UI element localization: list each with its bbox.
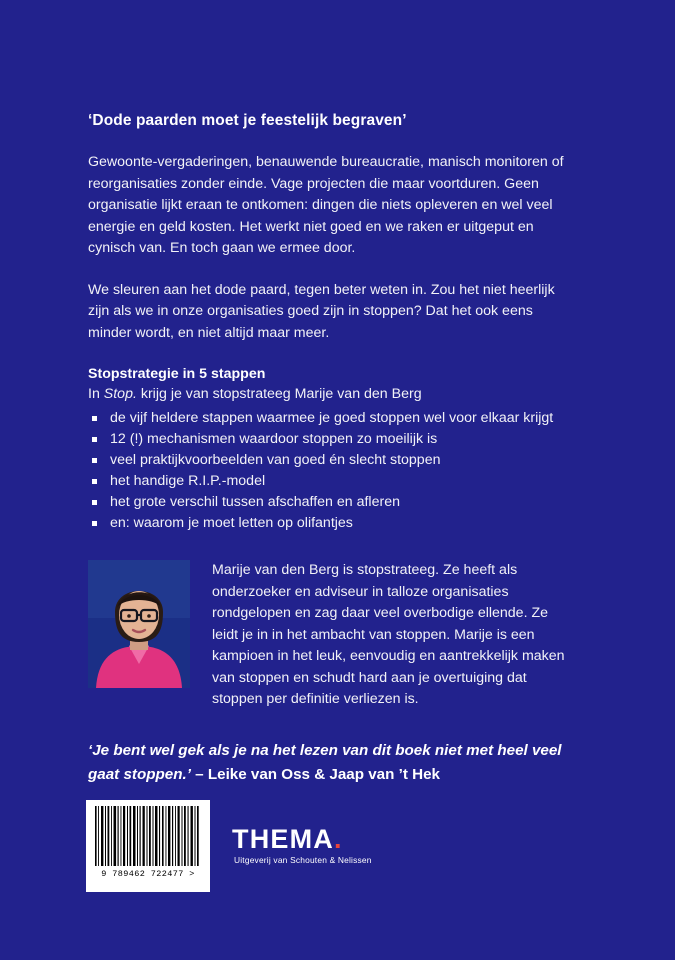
barcode xyxy=(86,800,210,892)
endorsement-text: ‘Je bent wel gek als je na het lezen van dit boek niet met heel veel gaat stoppen.’ xyxy=(88,741,562,783)
list-item: het handige R.I.P.-model xyxy=(88,471,568,492)
author-bio: Marije van den Berg is stopstrateeg. Ze heeft als onderzoeker en adviseur in talloze organisaties rondgelopen en zag daar veel overbodige ellende. Ze leidt je in in het ambacht van stoppen. Marije is een kampioen in het leuk, eenvoudig en aantrekkelijk maken van stoppen en schudt hard aan je overtuiging dat stoppen per definitie verliezen is. xyxy=(212,562,565,707)
section-heading: Stopstrategie in 5 stappen xyxy=(88,366,266,382)
list-item: veel praktijkvoorbeelden van goed én slecht stoppen xyxy=(88,450,568,471)
isbn-number: 9 789462 722477 > xyxy=(101,869,195,879)
list-item: de vijf heldere stappen waarmee je goed stoppen wel voor elkaar krijgt xyxy=(88,408,568,429)
intro-suffix: krijg je van stopstrateeg Marije van den Berg xyxy=(136,386,422,402)
endorsement-attribution: – Leike van Oss & Jaap van ’t Hek xyxy=(190,765,440,783)
publisher-logo xyxy=(232,824,432,865)
feature-list xyxy=(88,408,568,534)
body-paragraph-1: Gewoonte-vergaderingen, benauwende bureaucratie, manisch monitoren of reorganisaties zonder einde. Vage projecten die maar voortduren. Geen organisatie lijkt eraan te ontkomen: dingen die niets opleveren en wel veel energie en geld kosten. Het werkt niet goed en we raken er uitgeput en cynisch van. En toch gaan we ermee door. xyxy=(88,154,564,256)
list-item: en: waarom je moet letten op olifantjes xyxy=(88,513,568,534)
page-title: ‘Dode paarden moet je feestelijk begraven’ xyxy=(88,112,407,129)
publisher-wordmark: THEMA xyxy=(232,824,334,854)
book-title-italic: Stop. xyxy=(103,386,137,402)
endorsement-quote xyxy=(88,739,568,787)
intro-prefix: In xyxy=(88,386,104,402)
author-block xyxy=(88,560,568,711)
intro-line xyxy=(88,384,568,404)
list-item: het grote verschil tussen afschaffen en afleren xyxy=(88,492,568,513)
cover-footer xyxy=(0,800,675,960)
cover-content xyxy=(88,112,568,802)
body-paragraph-2: We sleuren aan het dode paard, tegen beter weten in. Zou het niet heerlijk zijn als we in onze organisaties goed zijn in stoppen? Dat het ook eens minder wordt, en niet altijd maar meer. xyxy=(88,281,555,341)
publisher-name xyxy=(232,824,432,854)
publisher-dot: . xyxy=(334,824,343,854)
avatar xyxy=(88,560,190,688)
publisher-tagline: Uitgeverij van Schouten & Nelissen xyxy=(234,855,372,865)
list-item: 12 (!) mechanismen waardoor stoppen zo moeilijk is xyxy=(88,429,568,450)
